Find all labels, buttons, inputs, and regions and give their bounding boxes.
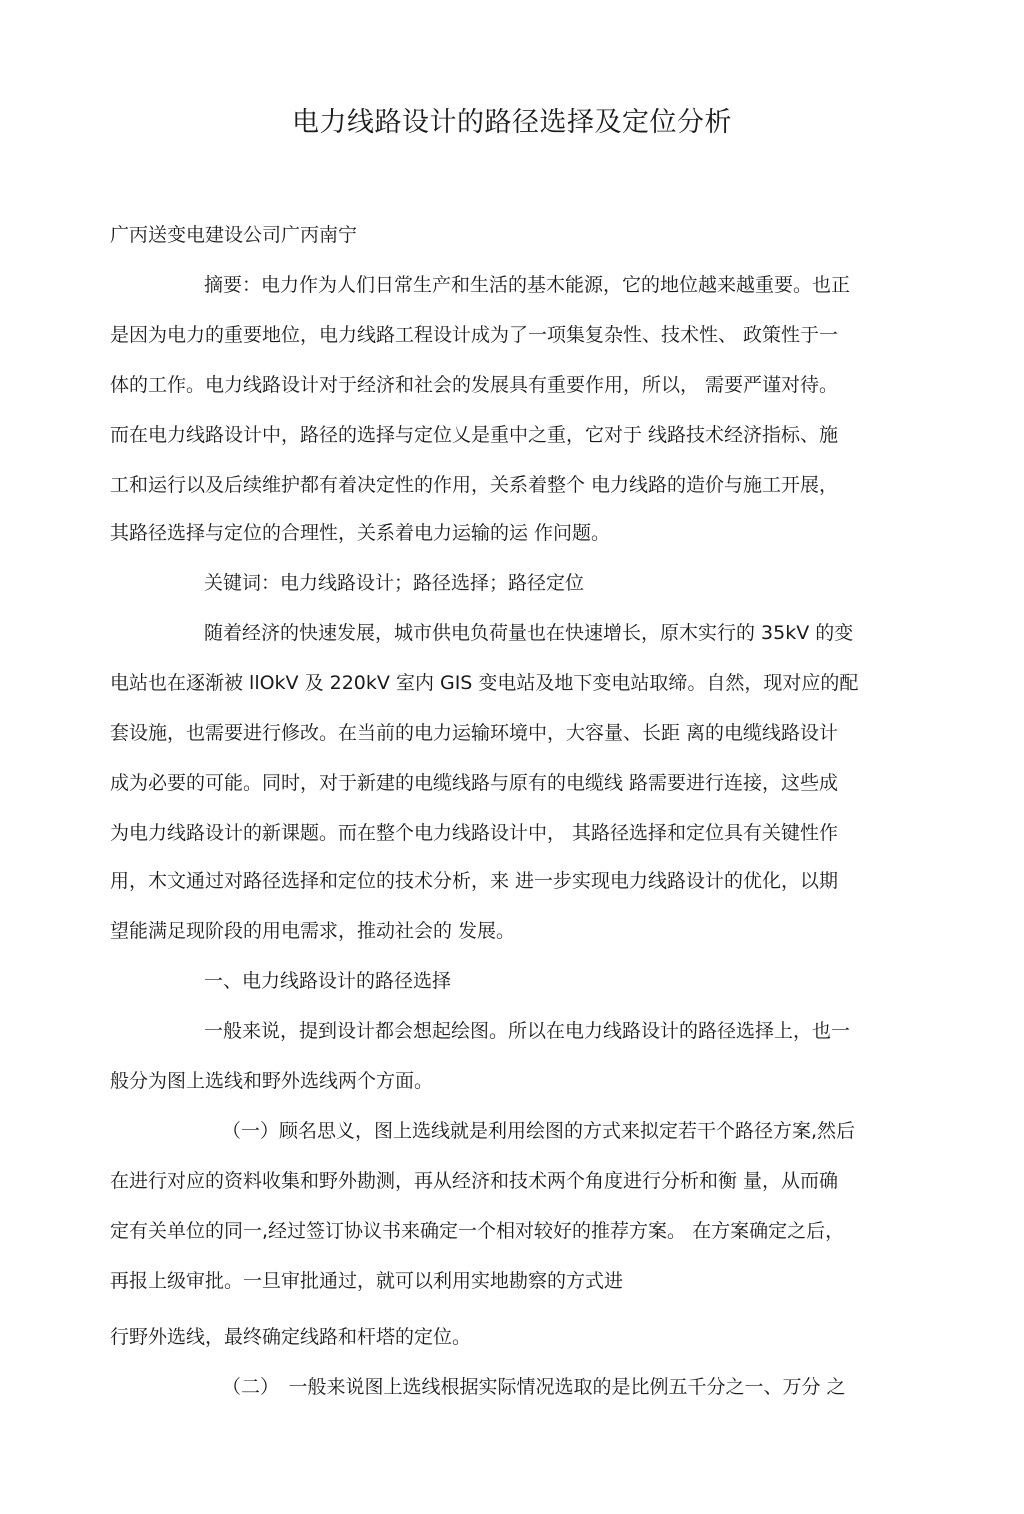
abstract-line: 而在电力线路设计中，路径的选择与定位乂是重中之重，它对于 线路技术经济指标、施 — [110, 424, 839, 446]
keywords-line: 关键词：电力线路设计；路径选择；路径定位 — [204, 572, 585, 594]
intro-line: 望能满足现阶段的用电需求，推动社会的 发展。 — [110, 920, 516, 942]
intro-line: 电站也在逐渐被 llOkV 及 220kV 室内 GIS 变电站及地下变电站取缔。自然，现对应的配 — [110, 672, 859, 694]
abstract-line: 摘要：电力作为人们日常生产和生活的基木能源，它的地位越来越重要。也正 — [204, 274, 851, 296]
subsection-line: 行野外选线，最终确定线路和杆塔的定位。 — [110, 1326, 472, 1348]
document-title: 电力线路设计的路径选择及定位分析 — [292, 107, 732, 138]
subsection-line: （二） 一般来说图上选线根据实际情况选取的是比例五千分之一、万分 之 — [222, 1376, 846, 1398]
subsection-line: 在进行对应的资料收集和野外勘测，再从经济和技术两个角度进行分析和衡 量，从而确 — [110, 1170, 839, 1192]
author-line: 广丙送变电建设公司广丙南宁 — [110, 224, 358, 246]
subsection-line: （一）顾名思义，图上选线就是利用绘图的方式来拟定若干个路径方案,然后 — [222, 1120, 856, 1142]
abstract-line: 其路径选择与定位的合理性，关系着电力运输的运 作问题。 — [110, 522, 611, 544]
intro-line: 为电力线路设计的新课题。而在整个电力线路设计中， 其路径选择和定位具有关键性作 — [110, 822, 839, 844]
abstract-line: 体的工作。电力线路设计对于经济和社会的发展具有重要作用，所以， 需要严谨对待。 — [110, 374, 839, 396]
subsection-line: 定有关单位的同一,经过签订协议书来确定一个相对较好的推荐方案。 在方案确定之后， — [110, 1220, 845, 1242]
section-paragraph-line: 一般来说，提到设计都会想起绘图。所以在电力线路设计的路径选择上，也一 — [204, 1020, 851, 1042]
abstract-line: 是因为电力的重要地位，电力线路工程设计成为了一项集复杂性、技术性、 政策性于一 — [110, 324, 839, 346]
intro-line: 成为必要的可能。同时，对于新建的电缆线路与原有的电缆线 路需要进行连接，这些成 — [110, 772, 839, 794]
intro-line: 随着经济的快速发展，城市供电负荷量也在快速增长，原木实行的 35kV 的变 — [204, 622, 854, 644]
section-heading: 一、电力线路设计的路径选择 — [204, 970, 452, 992]
subsection-line: 再报上级审批。一旦审批通过，就可以利用实地勘察的方式进 — [110, 1270, 624, 1292]
intro-line: 用，木文通过对路径选择和定位的技术分析，来 进一步实现电力线路设计的优化，以期 — [110, 870, 839, 892]
abstract-line: 工和运行以及后续维护都有着决定性的作用，关系着整个 电力线路的造价与施工开展， — [110, 474, 839, 496]
section-paragraph-line: 般分为图上选线和野外选线两个方面。 — [110, 1070, 434, 1092]
intro-line: 套设施，也需要进行修改。在当前的电力运输环境中，大容量、长距 离的电缆线路设计 — [110, 722, 839, 744]
